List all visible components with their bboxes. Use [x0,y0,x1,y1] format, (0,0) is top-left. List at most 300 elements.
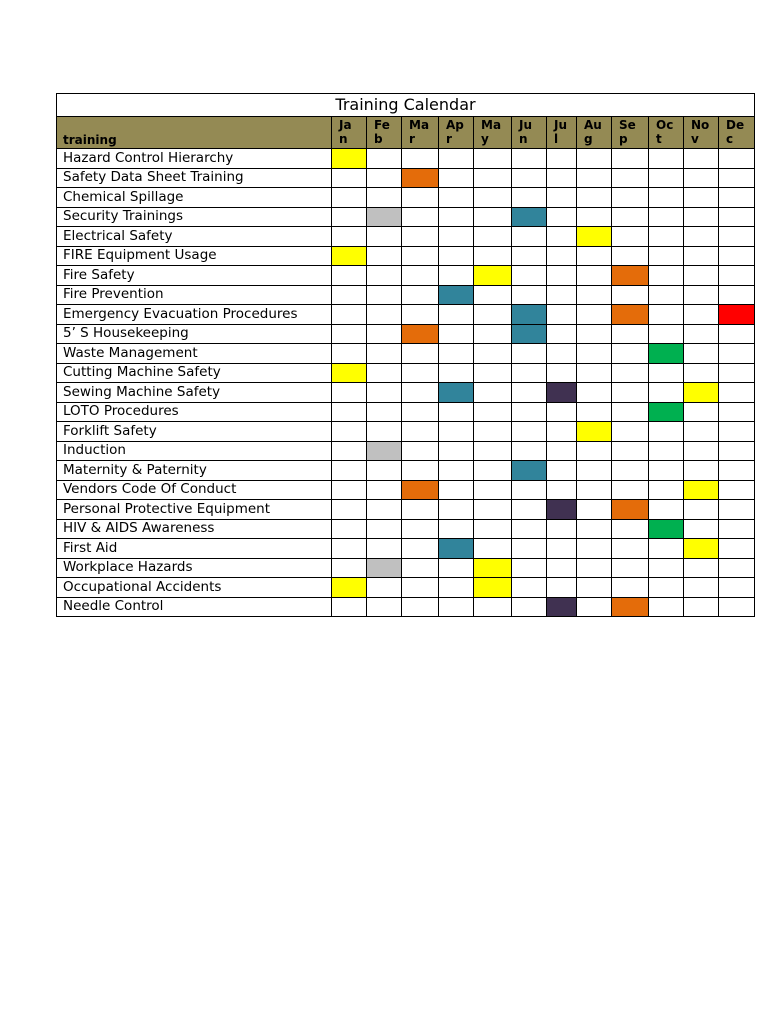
empty-cell-jul [547,305,577,325]
month-header-line1: Au [584,118,602,132]
empty-cell-feb [367,149,402,169]
empty-cell-apr [439,149,474,169]
scheduled-cell-aug [577,227,612,247]
empty-cell-apr [439,324,474,344]
empty-cell-jun [512,500,547,520]
training-name: LOTO Procedures [57,402,332,422]
empty-cell-feb [367,402,402,422]
empty-cell-may [474,227,512,247]
empty-cell-nov [684,422,719,442]
empty-cell-apr [439,227,474,247]
empty-cell-jul [547,168,577,188]
empty-cell-oct [649,305,684,325]
month-header-line2: n [519,132,528,146]
empty-cell-jul [547,344,577,364]
scheduled-cell-may [474,578,512,598]
scheduled-cell-jul [547,597,577,617]
scheduled-cell-sep [612,597,649,617]
empty-cell-dec [719,558,755,578]
empty-cell-aug [577,246,612,266]
empty-cell-aug [577,266,612,286]
training-name: Personal Protective Equipment [57,500,332,520]
scheduled-cell-sep [612,305,649,325]
title-row [57,94,755,117]
empty-cell-aug [577,207,612,227]
table-row [57,188,755,208]
empty-cell-feb [367,500,402,520]
empty-cell-mar [402,344,439,364]
month-header-oct [649,117,684,149]
empty-cell-jun [512,188,547,208]
empty-cell-oct [649,227,684,247]
empty-cell-jul [547,441,577,461]
month-header-line1: Ma [409,118,430,132]
training-name: Occupational Accidents [57,578,332,598]
empty-cell-jul [547,266,577,286]
training-name: First Aid [57,539,332,559]
month-header-dec [719,117,755,149]
empty-cell-feb [367,324,402,344]
empty-cell-aug [577,363,612,383]
empty-cell-mar [402,188,439,208]
month-header-line1: Se [619,118,636,132]
empty-cell-apr [439,344,474,364]
empty-cell-jul [547,207,577,227]
scheduled-cell-jul [547,383,577,403]
empty-cell-dec [719,344,755,364]
empty-cell-jan [332,402,367,422]
training-name: Sewing Machine Safety [57,383,332,403]
empty-cell-dec [719,149,755,169]
empty-cell-sep [612,578,649,598]
empty-cell-aug [577,597,612,617]
empty-cell-dec [719,207,755,227]
table-row [57,480,755,500]
month-header-mar [402,117,439,149]
empty-cell-nov [684,285,719,305]
training-name: HIV & AIDS Awareness [57,519,332,539]
empty-cell-jan [332,285,367,305]
empty-cell-nov [684,266,719,286]
month-header-line2: t [656,132,662,146]
training-name: Needle Control [57,597,332,617]
scheduled-cell-mar [402,480,439,500]
month-header-line1: Ma [481,118,502,132]
empty-cell-may [474,441,512,461]
month-header-line1: Ju [554,118,568,132]
empty-cell-may [474,344,512,364]
training-name: Chemical Spillage [57,188,332,208]
empty-cell-feb [367,383,402,403]
empty-cell-feb [367,168,402,188]
empty-cell-sep [612,422,649,442]
month-header-may [474,117,512,149]
scheduled-cell-sep [612,500,649,520]
empty-cell-mar [402,441,439,461]
table-row [57,519,755,539]
empty-cell-may [474,519,512,539]
empty-cell-dec [719,597,755,617]
month-header-nov [684,117,719,149]
empty-cell-nov [684,441,719,461]
scheduled-cell-jan [332,363,367,383]
empty-cell-apr [439,363,474,383]
empty-cell-mar [402,539,439,559]
table-row [57,441,755,461]
month-header-line2: g [584,132,593,146]
table-row [57,285,755,305]
empty-cell-oct [649,324,684,344]
empty-cell-apr [439,597,474,617]
empty-cell-jun [512,578,547,598]
empty-cell-may [474,402,512,422]
table-row [57,402,755,422]
empty-cell-oct [649,246,684,266]
empty-cell-sep [612,188,649,208]
empty-cell-mar [402,363,439,383]
empty-cell-dec [719,324,755,344]
header-row [57,117,755,149]
empty-cell-jan [332,558,367,578]
empty-cell-apr [439,578,474,598]
empty-cell-apr [439,305,474,325]
empty-cell-may [474,363,512,383]
empty-cell-jun [512,383,547,403]
empty-cell-nov [684,207,719,227]
scheduled-cell-nov [684,539,719,559]
empty-cell-sep [612,558,649,578]
empty-cell-aug [577,324,612,344]
scheduled-cell-may [474,558,512,578]
empty-cell-may [474,188,512,208]
empty-cell-nov [684,363,719,383]
empty-cell-may [474,383,512,403]
empty-cell-sep [612,461,649,481]
empty-cell-mar [402,578,439,598]
month-header-feb [367,117,402,149]
empty-cell-sep [612,324,649,344]
scheduled-cell-jun [512,305,547,325]
training-name: Emergency Evacuation Procedures [57,305,332,325]
empty-cell-oct [649,383,684,403]
scheduled-cell-jul [547,500,577,520]
empty-cell-may [474,285,512,305]
table-row [57,383,755,403]
empty-cell-may [474,422,512,442]
table-row [57,227,755,247]
empty-cell-feb [367,539,402,559]
empty-cell-aug [577,539,612,559]
empty-cell-aug [577,500,612,520]
empty-cell-aug [577,285,612,305]
empty-cell-nov [684,597,719,617]
empty-cell-feb [367,305,402,325]
empty-cell-feb [367,266,402,286]
scheduled-cell-jan [332,578,367,598]
empty-cell-aug [577,480,612,500]
empty-cell-sep [612,402,649,422]
empty-cell-apr [439,422,474,442]
empty-cell-sep [612,168,649,188]
empty-cell-oct [649,422,684,442]
month-header-line1: Ap [446,118,464,132]
empty-cell-oct [649,207,684,227]
empty-cell-aug [577,578,612,598]
training-name: Induction [57,441,332,461]
empty-cell-jan [332,344,367,364]
empty-cell-feb [367,480,402,500]
empty-cell-feb [367,461,402,481]
training-name: 5’ S Housekeeping [57,324,332,344]
empty-cell-apr [439,519,474,539]
empty-cell-nov [684,227,719,247]
scheduled-cell-oct [649,519,684,539]
empty-cell-feb [367,578,402,598]
empty-cell-jul [547,519,577,539]
empty-cell-feb [367,363,402,383]
empty-cell-jul [547,480,577,500]
empty-cell-aug [577,305,612,325]
empty-cell-mar [402,461,439,481]
scheduled-cell-apr [439,383,474,403]
empty-cell-jul [547,149,577,169]
empty-cell-feb [367,422,402,442]
empty-cell-dec [719,266,755,286]
scheduled-cell-mar [402,324,439,344]
training-column-header: training [57,117,332,149]
empty-cell-jul [547,363,577,383]
empty-cell-aug [577,168,612,188]
empty-cell-may [474,539,512,559]
empty-cell-oct [649,500,684,520]
month-header-line1: Oc [656,118,674,132]
scheduled-cell-jun [512,461,547,481]
empty-cell-may [474,207,512,227]
empty-cell-jun [512,266,547,286]
empty-cell-aug [577,558,612,578]
empty-cell-mar [402,246,439,266]
training-name: Cutting Machine Safety [57,363,332,383]
empty-cell-nov [684,519,719,539]
month-header-aug [577,117,612,149]
table-row [57,500,755,520]
scheduled-cell-jan [332,149,367,169]
empty-cell-oct [649,285,684,305]
table-row [57,539,755,559]
month-header-jun [512,117,547,149]
empty-cell-mar [402,266,439,286]
month-header-apr [439,117,474,149]
empty-cell-mar [402,519,439,539]
table-row [57,207,755,227]
empty-cell-dec [719,539,755,559]
empty-cell-sep [612,539,649,559]
scheduled-cell-apr [439,539,474,559]
empty-cell-may [474,500,512,520]
table-row [57,363,755,383]
empty-cell-jun [512,227,547,247]
table-row [57,168,755,188]
empty-cell-mar [402,149,439,169]
empty-cell-sep [612,441,649,461]
empty-cell-apr [439,402,474,422]
empty-cell-jul [547,188,577,208]
month-header-line2: l [554,132,559,146]
empty-cell-nov [684,246,719,266]
empty-cell-mar [402,207,439,227]
empty-cell-nov [684,558,719,578]
empty-cell-jun [512,597,547,617]
month-header-line2: p [619,132,628,146]
table-row [57,558,755,578]
empty-cell-jul [547,246,577,266]
empty-cell-jul [547,422,577,442]
empty-cell-jan [332,266,367,286]
empty-cell-dec [719,168,755,188]
empty-cell-feb [367,188,402,208]
empty-cell-sep [612,480,649,500]
empty-cell-dec [719,422,755,442]
empty-cell-sep [612,285,649,305]
scheduled-cell-feb [367,207,402,227]
empty-cell-oct [649,558,684,578]
month-header-line2: r [446,132,452,146]
table-row [57,597,755,617]
empty-cell-dec [719,402,755,422]
empty-cell-jun [512,480,547,500]
training-calendar-table [56,93,755,617]
empty-cell-dec [719,500,755,520]
empty-cell-jun [512,422,547,442]
empty-cell-mar [402,227,439,247]
month-header-line1: De [726,118,745,132]
empty-cell-feb [367,285,402,305]
scheduled-cell-jun [512,207,547,227]
scheduled-cell-apr [439,285,474,305]
empty-cell-nov [684,305,719,325]
empty-cell-jul [547,227,577,247]
calendar-title: Training Calendar [57,94,755,117]
empty-cell-jan [332,207,367,227]
empty-cell-nov [684,461,719,481]
month-header-line2: n [339,132,348,146]
scheduled-cell-aug [577,422,612,442]
empty-cell-jan [332,422,367,442]
month-header-line1: Fe [374,118,390,132]
empty-cell-jun [512,539,547,559]
training-name: FIRE Equipment Usage [57,246,332,266]
empty-cell-jan [332,461,367,481]
scheduled-cell-feb [367,558,402,578]
empty-cell-jun [512,168,547,188]
scheduled-cell-dec [719,305,755,325]
empty-cell-jun [512,363,547,383]
empty-cell-mar [402,402,439,422]
month-header-line2: v [691,132,699,146]
empty-cell-oct [649,597,684,617]
training-name: Workplace Hazards [57,558,332,578]
empty-cell-jan [332,539,367,559]
empty-cell-aug [577,402,612,422]
empty-cell-mar [402,285,439,305]
empty-cell-aug [577,519,612,539]
empty-cell-jan [332,188,367,208]
empty-cell-jan [332,500,367,520]
month-header-line2: r [409,132,415,146]
empty-cell-aug [577,461,612,481]
empty-cell-sep [612,246,649,266]
empty-cell-jun [512,558,547,578]
empty-cell-jun [512,519,547,539]
empty-cell-oct [649,266,684,286]
table-row [57,344,755,364]
empty-cell-jul [547,558,577,578]
month-header-jan [332,117,367,149]
month-header-line2: y [481,132,489,146]
month-header-line2: c [726,132,734,146]
empty-cell-jun [512,441,547,461]
empty-cell-apr [439,500,474,520]
empty-cell-dec [719,188,755,208]
empty-cell-nov [684,344,719,364]
empty-cell-may [474,246,512,266]
empty-cell-nov [684,324,719,344]
month-header-line1: Ja [339,118,352,132]
table-row [57,305,755,325]
empty-cell-may [474,168,512,188]
scheduled-cell-nov [684,480,719,500]
empty-cell-feb [367,344,402,364]
empty-cell-sep [612,383,649,403]
scheduled-cell-mar [402,168,439,188]
empty-cell-jan [332,519,367,539]
empty-cell-oct [649,480,684,500]
empty-cell-dec [719,441,755,461]
scheduled-cell-jan [332,246,367,266]
empty-cell-dec [719,480,755,500]
scheduled-cell-nov [684,383,719,403]
empty-cell-jul [547,461,577,481]
empty-cell-jul [547,539,577,559]
empty-cell-oct [649,188,684,208]
empty-cell-apr [439,246,474,266]
empty-cell-feb [367,227,402,247]
empty-cell-jun [512,285,547,305]
empty-cell-jun [512,246,547,266]
empty-cell-jun [512,402,547,422]
empty-cell-dec [719,519,755,539]
empty-cell-oct [649,168,684,188]
empty-cell-nov [684,578,719,598]
empty-cell-sep [612,227,649,247]
empty-cell-jun [512,149,547,169]
empty-cell-jun [512,344,547,364]
empty-cell-apr [439,461,474,481]
scheduled-cell-feb [367,441,402,461]
empty-cell-oct [649,539,684,559]
empty-cell-jul [547,578,577,598]
empty-cell-nov [684,500,719,520]
empty-cell-jan [332,168,367,188]
month-header-jul [547,117,577,149]
empty-cell-jan [332,441,367,461]
empty-cell-dec [719,285,755,305]
empty-cell-nov [684,188,719,208]
empty-cell-sep [612,344,649,364]
training-name: Safety Data Sheet Training [57,168,332,188]
training-name: Fire Prevention [57,285,332,305]
empty-cell-sep [612,149,649,169]
